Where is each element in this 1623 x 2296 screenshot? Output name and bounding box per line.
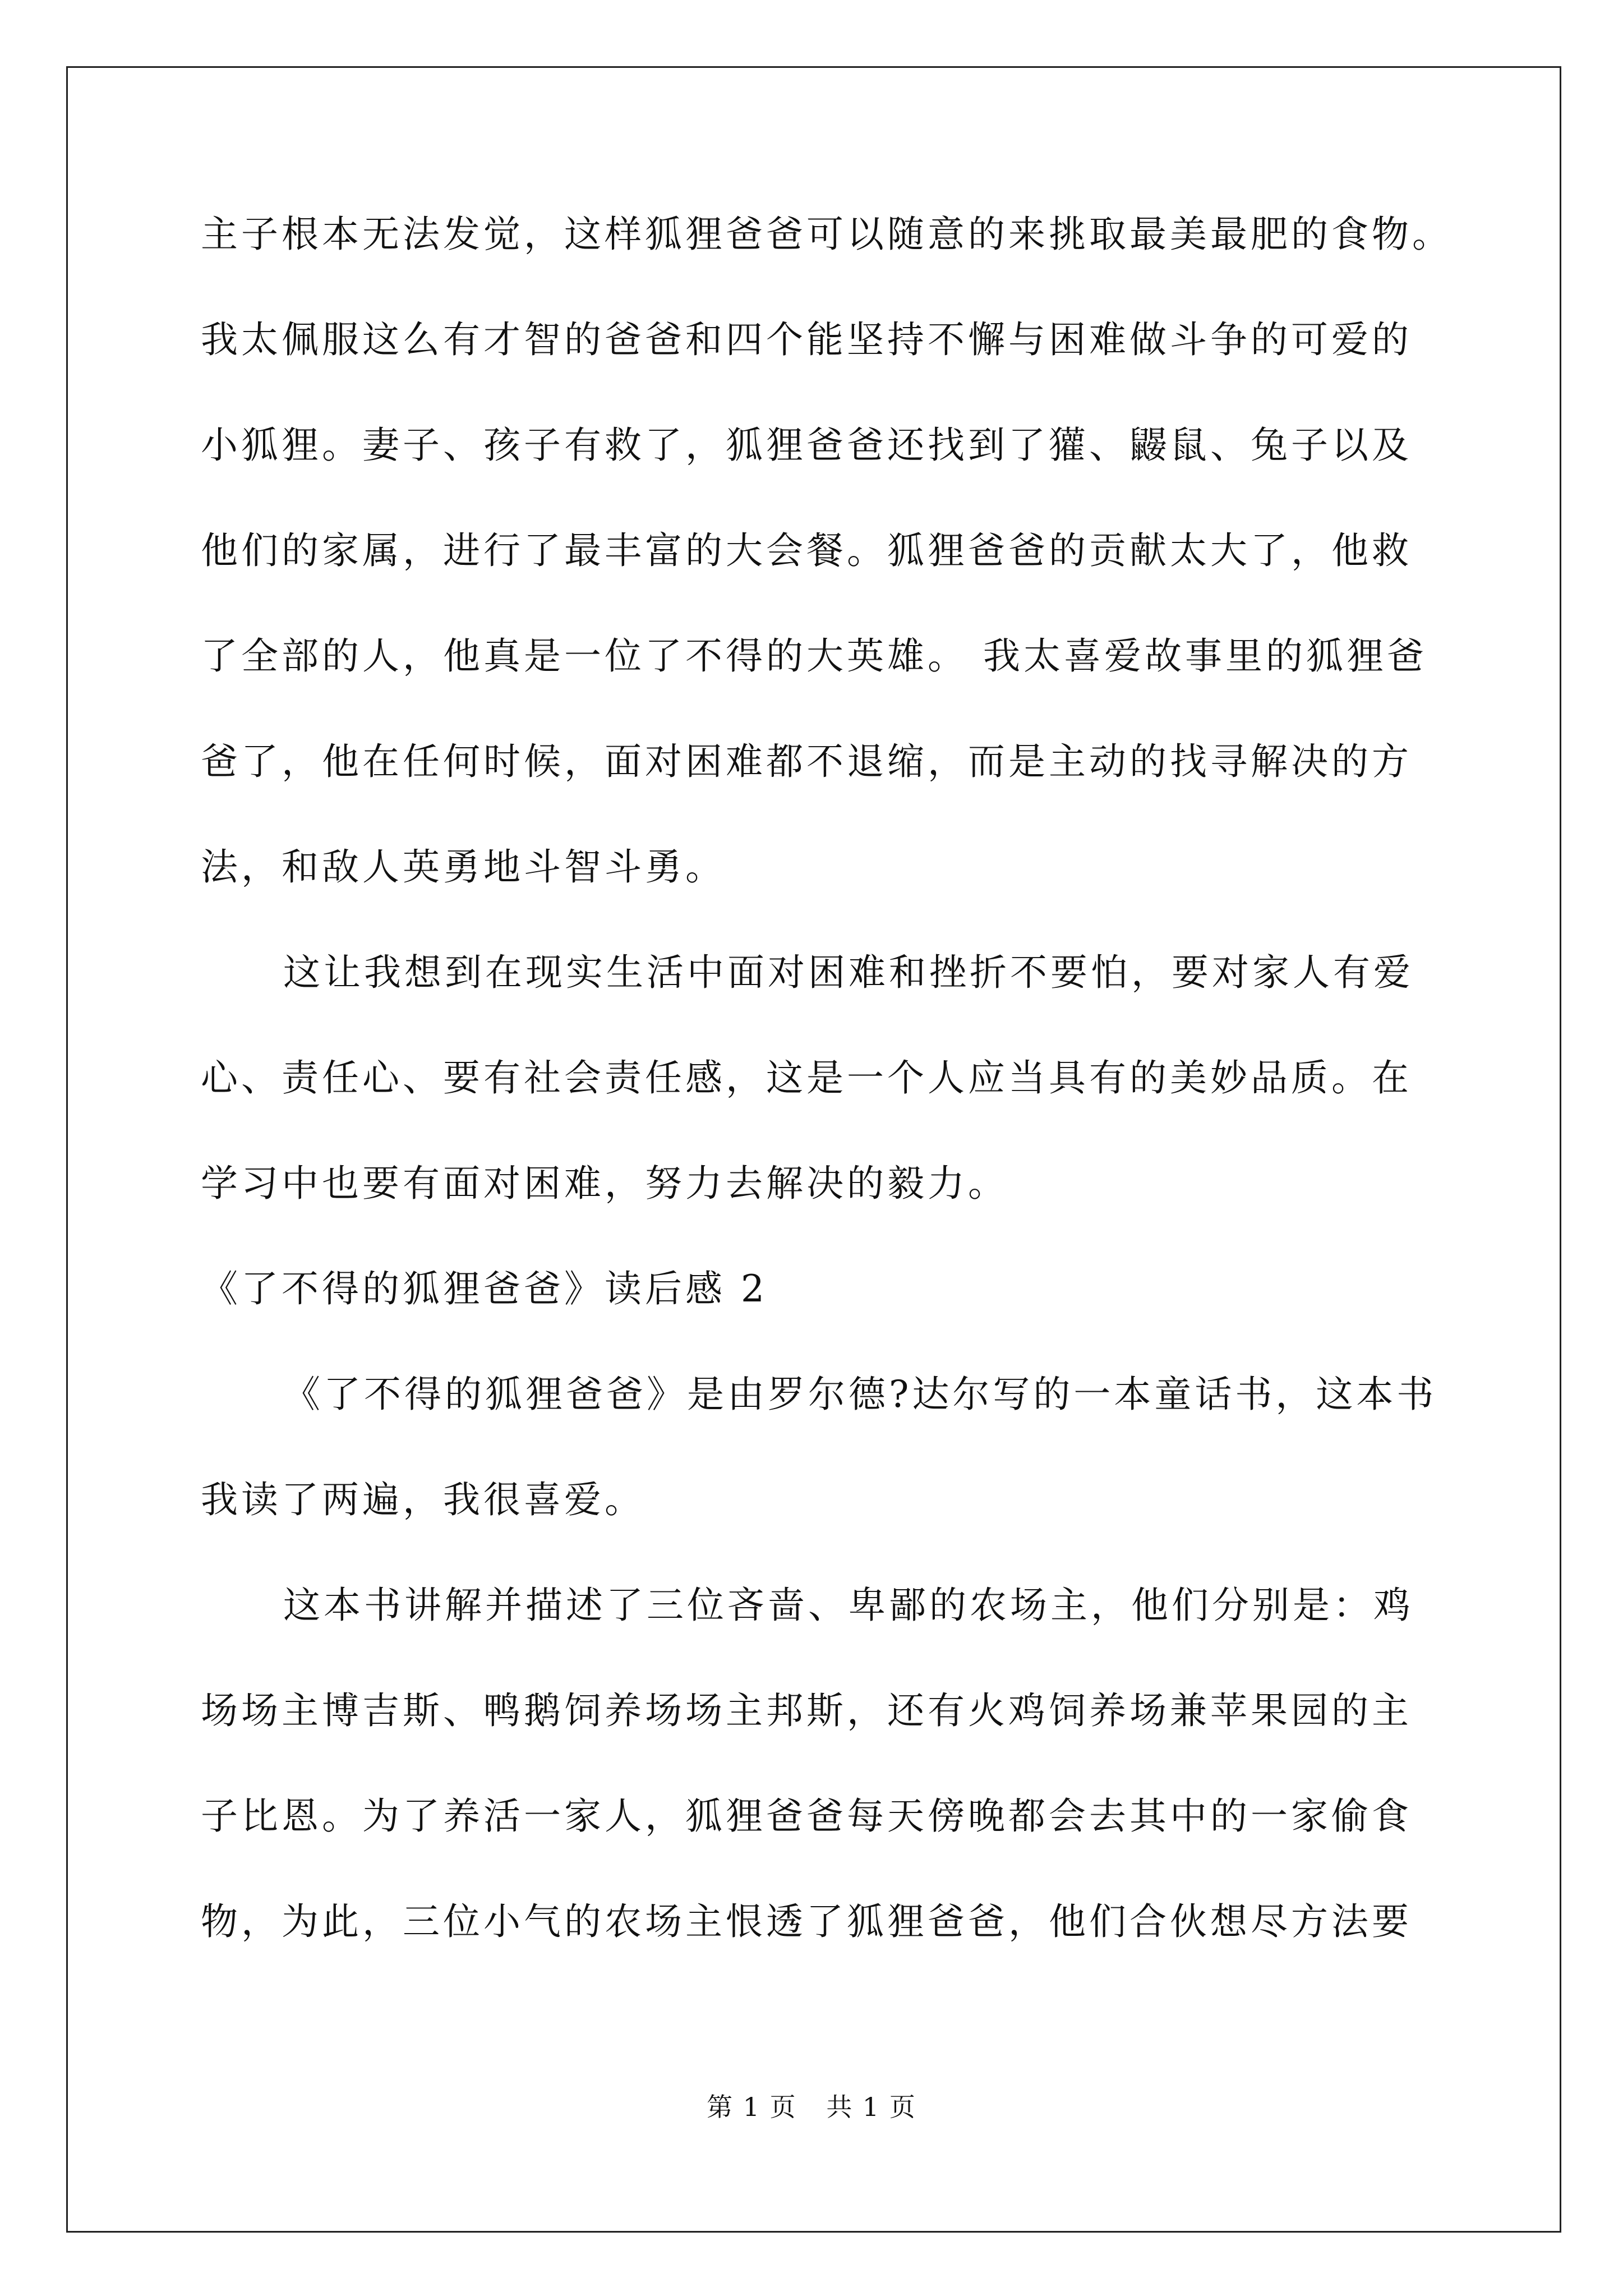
text-line: 心、责任心、要有社会责任感，这是一个人应当具有的美妙品质。在: [201, 1056, 1412, 1099]
text-line: 场场主博吉斯、鸭鹅饲养场场主邦斯，还有火鸡饲养场兼苹果园的主: [201, 1689, 1412, 1732]
page-number: 第 1 页: [707, 2092, 797, 2122]
text-line: 物，为此，三位小气的农场主恨透了狐狸爸爸，他们合伙想尽方法要: [201, 1900, 1412, 1943]
text-line: 我读了两遍，我很喜爱。: [201, 1478, 645, 1521]
text-line: 这本书讲解并描述了三位吝啬、卑鄙的农场主，他们分别是：鸡: [283, 1584, 1414, 1627]
section-heading: 《了不得的狐狸爸爸》读后感 2: [201, 1267, 768, 1310]
text-line: 他们的家属，进行了最丰富的大会餐。狐狸爸爸的贡献太大了，他救: [201, 529, 1412, 572]
text-line: 爸了，他在任何时候，面对困难都不退缩，而是主动的找寻解决的方: [201, 740, 1412, 783]
text-line: 《了不得的狐狸爸爸》是由罗尔德?达尔写的一本童话书，这本书: [283, 1373, 1437, 1416]
page-total: 共 1 页: [826, 2092, 916, 2122]
text-line: 学习中也要有面对困难，努力去解决的毅力。: [201, 1162, 1008, 1205]
text-line: 小狐狸。妻子、孩子有救了，狐狸爸爸还找到了獾、鼹鼠、兔子以及: [201, 424, 1412, 467]
page-footer: [0, 2091, 1623, 2123]
text-line: 了全部的人，他真是一位了不得的大英雄。 我太喜爱故事里的狐狸爸: [201, 634, 1427, 678]
text-line: 我太佩服这么有才智的爸爸和四个能坚持不懈与困难做斗争的可爱的: [201, 318, 1412, 361]
text-line: 主子根本无法发觉，这样狐狸爸爸可以随意的来挑取最美最肥的食物。: [201, 213, 1453, 256]
text-line: 这让我想到在现实生活中面对困难和挫折不要怕，要对家人有爱: [283, 951, 1414, 994]
text-line: 法，和敌人英勇地斗智斗勇。: [201, 845, 726, 889]
text-line: 子比恩。为了养活一家人，狐狸爸爸每天傍晚都会去其中的一家偷食: [201, 1795, 1412, 1838]
